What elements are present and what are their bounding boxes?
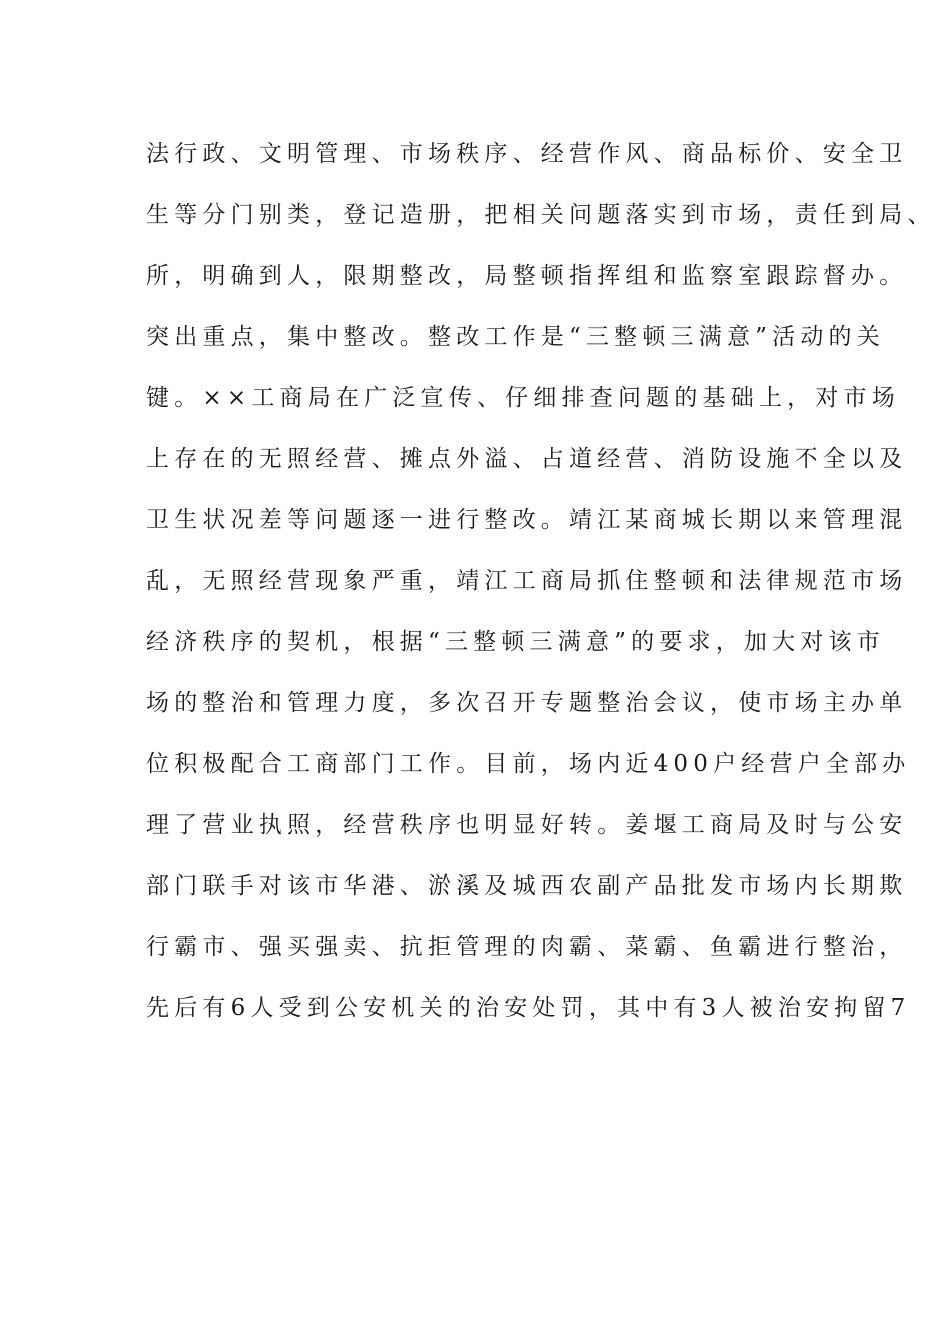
- text-line: 理了营业执照，经营秩序也明显好转。姜堰工商局及时与公安: [146, 812, 908, 838]
- text-line: 法行政、文明管理、市场秩序、经营作风、商品标价、安全卫: [146, 141, 908, 167]
- text-line: 所，明确到人，限期整改，局整顿指挥组和监察室跟踪督办。: [146, 263, 908, 289]
- text-line: 行霸市、强买强卖、抗拒管理的肉霸、菜霸、鱼霸进行整治，: [146, 934, 908, 960]
- text-line: 先后有6人受到公安机关的治安处罚，其中有3人被治安拘留7: [146, 995, 911, 1021]
- text-line: 生等分门别类，登记造册，把相关问题落实到市场，责任到局、: [146, 202, 936, 228]
- text-line: 位积极配合工商部门工作。目前，场内近400户经营户全部办: [146, 751, 911, 777]
- text-line: 上存在的无照经营、摊点外溢、占道经营、消防设施不全以及: [146, 446, 908, 472]
- document-body: [146, 132, 936, 1047]
- text-line: 场的整治和管理力度，多次召开专题整治会议，使市场主办单: [146, 690, 908, 716]
- text-line: 卫生状况差等问题逐一进行整改。靖江某商城长期以来管理混: [146, 507, 908, 533]
- text-line: 键。××工商局在广泛宣传、仔细排查问题的基础上，对市场: [146, 385, 900, 411]
- text-line: 经济秩序的契机，根据“三整顿三满意”的要求，加大对该市: [146, 629, 885, 655]
- text-line: 部门联手对该市华港、淤溪及城西农副产品批发市场内长期欺: [146, 873, 908, 899]
- text-line: 突出重点，集中整改。整改工作是“三整顿三满意”活动的关: [146, 324, 885, 350]
- text-line: 乱，无照经营现象严重，靖江工商局抓住整顿和法律规范市场: [146, 568, 908, 594]
